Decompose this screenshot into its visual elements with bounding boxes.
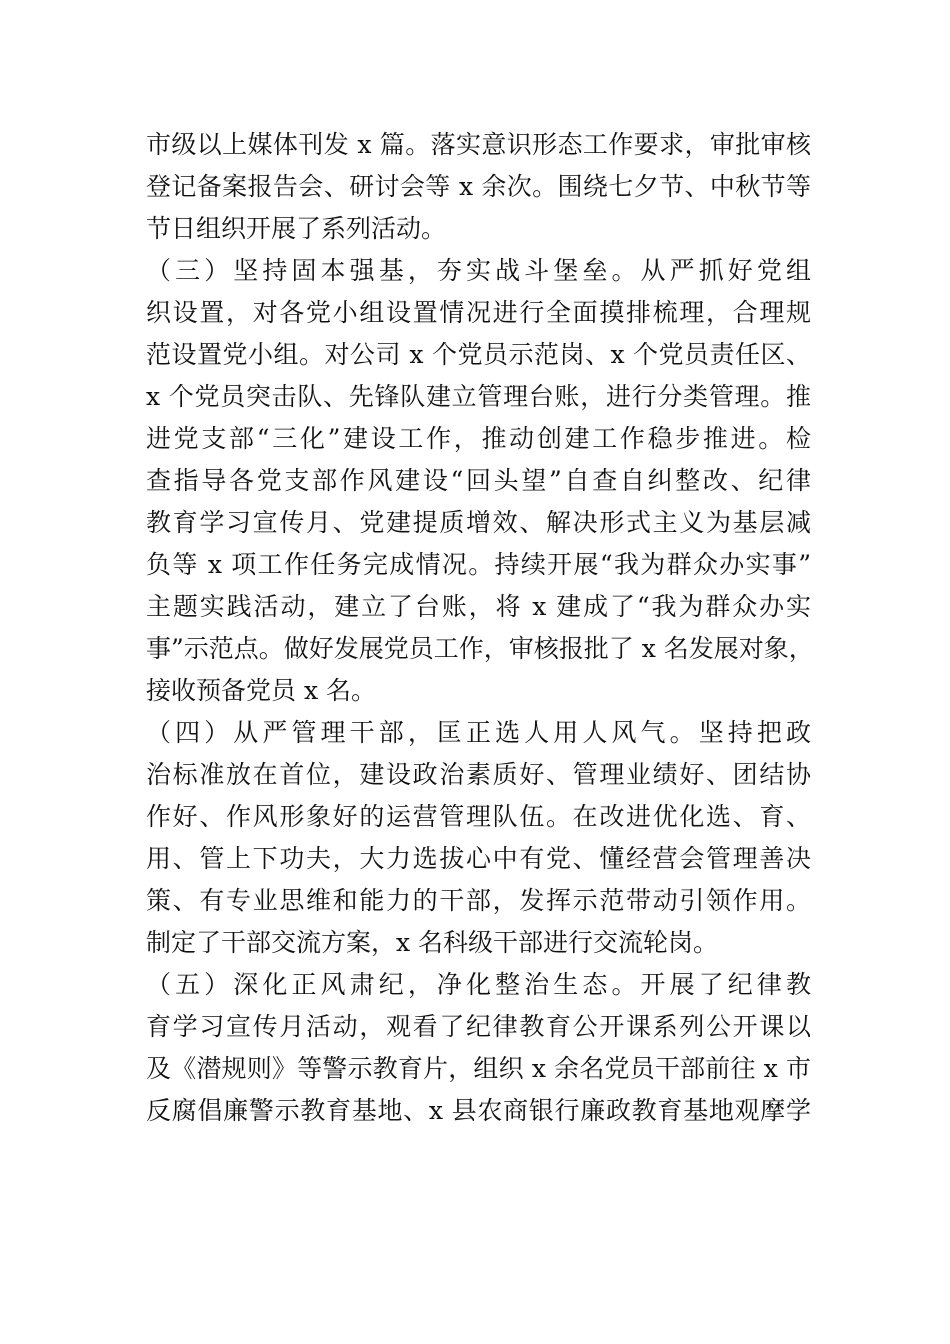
paragraph-section-3 <box>146 250 814 712</box>
text-line: 育学习宣传月活动，观看了纪律教育公开课系列公开课以 <box>146 1012 811 1041</box>
text-line: 负等 x 项工作任务完成情况。持续开展“我为群众办实事” <box>146 550 811 579</box>
text-line: 范设置党小组。对公司 x 个党员示范岗、x 个党员责任区、 <box>146 340 811 369</box>
text-line: 接收预备党员 x 名。 <box>146 676 376 705</box>
text-line: （五）深化正风肃纪，净化整治生态。开展了纪律教 <box>146 970 811 999</box>
text-line: 用、管上下功夫，大力选拔心中有党、懂经营会管理善决 <box>146 844 811 873</box>
text-line: 教育学习宣传月、党建提质增效、解决形式主义为基层减 <box>146 508 811 537</box>
text-line: （三）坚持固本强基，夯实战斗堡垒。从严抓好党组 <box>146 256 811 285</box>
document-body <box>146 124 814 1132</box>
text-line: 市级以上媒体刊发 x 篇。落实意识形态工作要求，审批审核 <box>146 130 811 159</box>
text-line: 查指导各党支部作风建设“回头望”自查自纠整改、纪律 <box>146 466 811 495</box>
paragraph-continuation <box>146 124 811 250</box>
text-line: 制定了干部交流方案，x 名科级干部进行交流轮岗。 <box>146 928 719 957</box>
text-line: （四）从严管理干部，匡正选人用人风气。坚持把政 <box>146 718 811 747</box>
paragraph-section-5 <box>146 964 811 1132</box>
text-line: 治标准放在首位，建设政治素质好、管理业绩好、团结协 <box>146 760 811 789</box>
text-line: 织设置，对各党小组设置情况进行全面摸排梳理，合理规 <box>146 298 811 327</box>
text-line: 进党支部“三化”建设工作，推动创建工作稳步推进。检 <box>146 424 811 453</box>
text-line: x 个党员突击队、先锋队建立管理台账，进行分类管理。推 <box>146 382 811 411</box>
text-line: 节日组织开展了系列活动。 <box>146 214 447 243</box>
text-line: 作好、作风形象好的运营管理队伍。在改进优化选、育、 <box>146 802 811 831</box>
text-line: 及《潜规则》等警示教育片，组织 x 余名党员干部前往 x 市 <box>146 1054 811 1083</box>
text-line: 策、有专业思维和能力的干部，发挥示范带动引领作用。 <box>146 886 811 915</box>
paragraph-section-4 <box>146 712 811 964</box>
text-line: 反腐倡廉警示教育基地、x 县农商银行廉政教育基地观摩学 <box>146 1096 811 1125</box>
text-line: 登记备案报告会、研讨会等 x 余次。围绕七夕节、中秋节等 <box>146 172 811 201</box>
text-line: 事”示范点。做好发展党员工作，审核报批了 x 名发展对象， <box>146 634 814 663</box>
text-line: 主题实践活动，建立了台账，将 x 建成了“我为群众办实 <box>146 592 811 621</box>
